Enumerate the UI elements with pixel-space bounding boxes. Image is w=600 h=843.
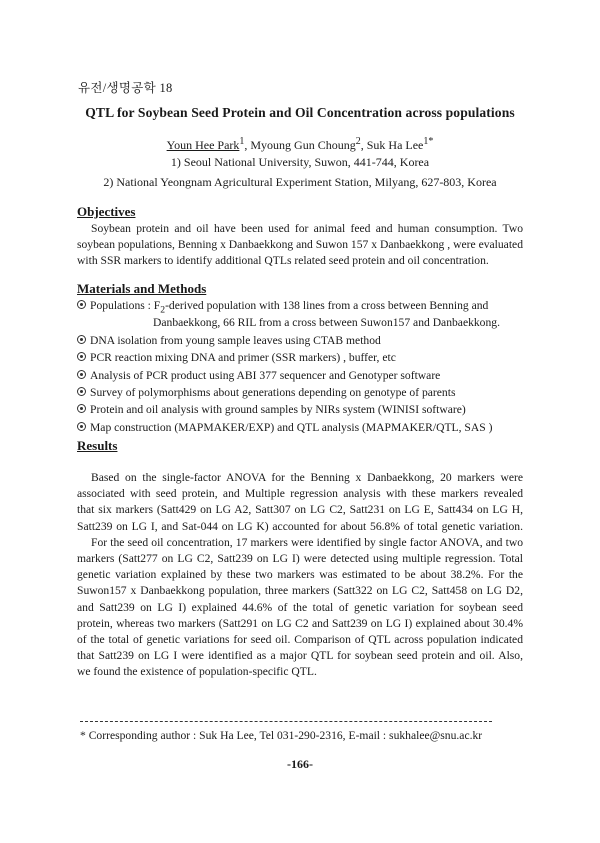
results-line: Based on the single-factor ANOVA for the Benning x Danbaekkong, 20 markers were <box>91 471 523 484</box>
methods-heading: Materials and Methods <box>77 281 207 296</box>
methods-list <box>77 297 527 436</box>
results-line: Suwon157 x Danbaekkong population, three markers (Satt322 on LG C2, Satt458 on LG D2, <box>77 584 523 598</box>
results-line: that six markers (Satt429 on LG A2, Satt307 on LG C2, Satt231 on LG E, Satt434 on LG H, <box>77 503 523 517</box>
list-item: Populations : $F_2$-derived population with 138 lines from a cross between Benning and <box>77 297 527 314</box>
objectives-line: soybean populations, Benning x Danbaekkong and Suwon 157 x Danbaekkong , were evaluated <box>77 238 523 252</box>
results-line: we found the existence of population-specific QTL. <box>77 665 317 679</box>
author-1-affil: 1 <box>239 136 245 147</box>
results-line: protein, whereas two markers (Satt291 on LG C2 and Satt239 on LG I) explained about 30.4% <box>77 616 523 630</box>
author-line <box>0 136 600 153</box>
bullet-icon <box>77 422 86 431</box>
results-line: Satt239 on LG I, and Sat-044 on LG K) accounted for about 56.8% of total genetic variation. <box>77 519 523 533</box>
bullet-icon <box>77 404 86 413</box>
affiliation-2: 2) National Yeongnam Agricultural Experiment Station, Milyang, 627-803, Korea <box>103 175 497 189</box>
author-2: Myoung Gun Choung <box>250 138 356 152</box>
objectives-heading: Objectives <box>77 204 136 219</box>
author-1: Youn Hee Park <box>166 138 240 152</box>
page-number: -166- <box>287 757 313 771</box>
results-heading: Results <box>77 438 118 453</box>
bullet-icon <box>77 387 86 396</box>
bullet-icon <box>77 300 86 309</box>
footnote-divider <box>80 721 492 722</box>
author-sep: , <box>360 138 367 152</box>
author-2-affil: 2 <box>355 136 361 147</box>
objectives-line: Soybean protein and oil have been used for animal feed and human consumption. Two <box>91 222 523 235</box>
section-tag: 유전/생명공학 18 <box>78 81 173 95</box>
list-item: DNA isolation from young sample leaves using CTAB method <box>77 332 527 349</box>
results-line: markers (Satt277 on LG C2, Satt239 on LG I) were detected using multiple regression. Total <box>77 552 523 566</box>
author-sep: , <box>244 138 251 152</box>
author-3: Suk Ha Lee <box>366 138 424 152</box>
results-line: that Satt239 on LG I were identified as a major QTL for soybean seed protein and oil. Also, <box>77 649 523 663</box>
bullet-icon <box>77 370 86 379</box>
bullet-icon <box>77 335 86 344</box>
list-item-continuation: Danbaekkong, 66 RIL from a cross between Suwon157 and Danbaekkong. <box>153 316 500 330</box>
results-line: genetic variation explained by these two markers was estimated to be about 38.2%. For the <box>77 568 523 582</box>
list-item: Map construction (MAPMAKER/EXP) and QTL analysis (MAPMAKER/QTL, SAS ) <box>77 419 527 436</box>
list-item: Analysis of PCR product using ABI 377 sequencer and Genotyper software <box>77 367 527 384</box>
results-line: For the seed oil concentration, 17 markers were identified by single factor ANOVA, and two <box>91 535 523 549</box>
results-line: of the total of genetic variations for seed oil. Comparison of QTL across population indicated <box>77 633 523 647</box>
results-line: and Satt239 on LG I) explained 44.6% of the total of genetic variation for soybean seed <box>77 600 523 614</box>
list-item: PCR reaction mixing DNA and primer (SSR markers) , buffer, etc <box>77 349 527 366</box>
results-line: associated with seed protein, and Multiple regression analysis with these markers revealed <box>77 487 523 501</box>
results-text <box>77 470 523 681</box>
paper-title: QTL for Soybean Seed Protein and Oil Concentration across populations <box>85 105 515 120</box>
objectives-line: with SSR markers to identify additional QTLs related seed protein and oil concentration. <box>77 254 489 268</box>
objectives-text <box>77 221 523 270</box>
list-item: Protein and oil analysis with ground samples by NIRs system (WINISI software) <box>77 401 527 418</box>
affiliation-1: 1) Seoul National University, Suwon, 441-744, Korea <box>170 155 430 169</box>
corresponding-author-footnote: * Corresponding author : Suk Ha Lee, Tel 031-290-2316, E-mail : sukhalee@snu.ac.kr <box>80 729 483 742</box>
list-item: Survey of polymorphisms about generations depending on genotype of parents <box>77 384 527 401</box>
bullet-icon <box>77 352 86 361</box>
author-3-affil: 1* <box>423 136 434 147</box>
